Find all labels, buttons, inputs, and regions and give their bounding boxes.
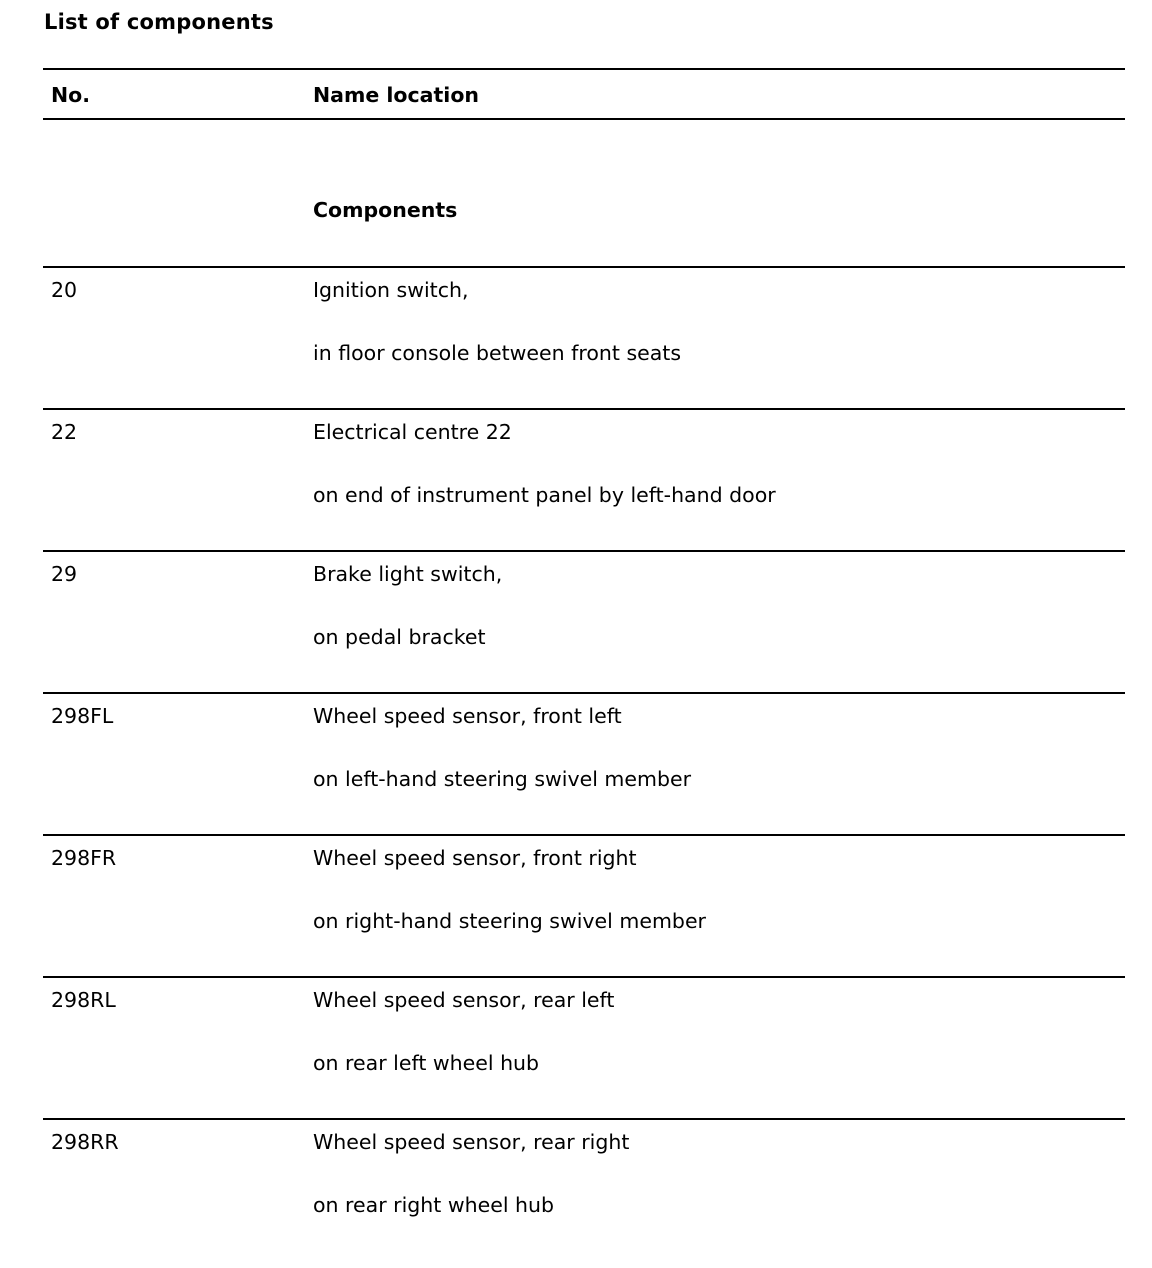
component-number: 298RL [51, 988, 116, 1012]
component-location: on rear left wheel hub [313, 1051, 540, 1075]
component-number: 20 [51, 278, 78, 302]
component-name: Wheel speed sensor, front right [313, 846, 637, 870]
row-divider [43, 1118, 1125, 1120]
page-title: List of components [44, 10, 274, 34]
column-header-name-location: Name location [313, 83, 479, 107]
header-bottom-rule [43, 118, 1125, 120]
row-divider [43, 266, 1125, 268]
row-divider [43, 834, 1125, 836]
component-location: in floor console between front seats [313, 341, 682, 365]
component-name: Electrical centre 22 [313, 420, 512, 444]
column-header-no: No. [51, 83, 91, 107]
row-divider [43, 550, 1125, 552]
table-top-rule [43, 68, 1125, 70]
component-name: Wheel speed sensor, rear right [313, 1130, 630, 1154]
component-number: 298FR [51, 846, 117, 870]
row-divider [43, 976, 1125, 978]
component-number: 29 [51, 562, 78, 586]
component-location: on right-hand steering swivel member [313, 909, 706, 933]
section-heading: Components [313, 198, 458, 222]
component-name: Brake light switch, [313, 562, 503, 586]
row-divider [43, 692, 1125, 694]
component-name: Ignition switch, [313, 278, 469, 302]
component-number: 298RR [51, 1130, 119, 1154]
component-number: 22 [51, 420, 78, 444]
component-name: Wheel speed sensor, front left [313, 704, 622, 728]
row-divider [43, 408, 1125, 410]
component-number: 298FL [51, 704, 114, 728]
component-location: on end of instrument panel by left-hand door [313, 483, 776, 507]
component-name: Wheel speed sensor, rear left [313, 988, 615, 1012]
component-location: on rear right wheel hub [313, 1193, 555, 1217]
component-location: on left-hand steering swivel member [313, 767, 692, 791]
component-location: on pedal bracket [313, 625, 486, 649]
